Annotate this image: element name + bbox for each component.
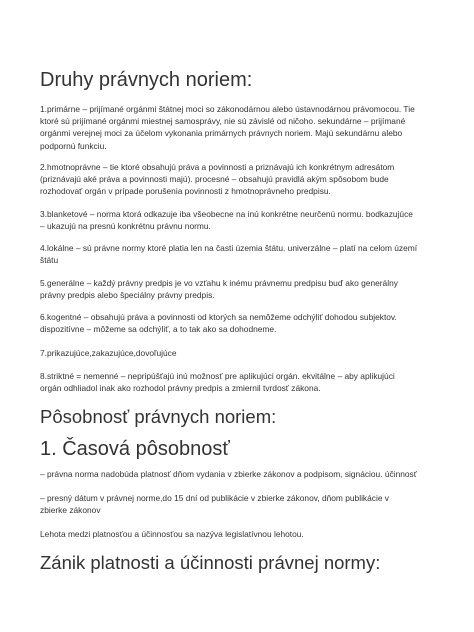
paragraph-lehota: Lehota medzi platnosťou a účinnosťou sa nazýva legislatívnou lehotou.	[40, 529, 304, 539]
paragraph-platnost: – právna norma nadobúda platnosť dňom vydania v zbierke zákonov a podpisom, signáciou. účinnosť	[40, 469, 417, 479]
list-item-kogentne: 6.kogentné – obsahujú práva a povinnosti od ktorých sa nemôžeme odchýliť dohodou subjektov. dispozitívne – môžeme sa odchýliť, a to tak ako sa dohodneme.	[40, 312, 397, 335]
section-title-posobnost: Pôsobnosť právnych noriem:	[40, 406, 277, 427]
section-subtitle-casova: 1. Časová pôsobnosť	[40, 438, 230, 460]
list-item-hmotnopravne: 2.hmotnoprávne – tie ktoré obsahujú práva a povinnosti a priznávajú ich konkrétnym adresátom (priznávajú aké práva a povinnosti majú). procesné – obsahujú pravidlá akým spôsobom bude rozhodovať orgán v prípade porušenia povinnosti z hmotnoprávneho predpisu.	[40, 162, 395, 197]
paragraph-ucinnost: – presný dátum v právnej norme,do 15 dní od publikácie v zbierke zákonov, dňom publikácie v zbierke zákonov	[40, 493, 389, 516]
list-item-strikne: 8.striktné = nemenné – nepripúšťajú inú možnosť pre aplikujúci orgán. ekvitálne – aby aplikujúci orgán odhliadol inak ako rozhodol právny predpis a zmiernil tvrdosť zákona.	[40, 371, 395, 394]
document-title: Druhy právnych noriem:	[40, 69, 253, 91]
section-title-zanik: Zánik platnosti a účinnosti právnej normy:	[40, 552, 381, 573]
list-item-prikazujuce: 7.prikazujúce,zakazujúce,dovoľujúce	[40, 348, 177, 358]
list-item-primarne: 1.primárne – prijímané orgánmi štátnej moci so zákonodárnou alebo ústavnodárnou právomocou. Tie ktoré sú prijímané orgánmi miestnej samosprávy, nie sú závislé od ničoho. sekundárne – prijímané orgánmi verejnej moci za účelom vykonania primárnych právnych noriem. Majú sekundárnu alebo podpornú funkciu.	[40, 104, 415, 151]
list-item-lokalne: 4.lokálne – sú právne normy ktoré platia len na časti územia štátu. univerzálne – platí na celom území štátu	[40, 243, 418, 266]
list-item-blanketove: 3.blanketové – norma ktorá odkazuje iba všeobecne na inú konkrétne neurčenú normu. bodkazujúce – ukazujú na presnú konkrétnu právnu normu.	[40, 209, 413, 232]
list-item-generalne: 5.generálne – každý právny predpis je vo vzťahu k inému právnemu predpisu buď ako generálny právny predpis alebo špeciálny právny predpis.	[40, 278, 398, 301]
